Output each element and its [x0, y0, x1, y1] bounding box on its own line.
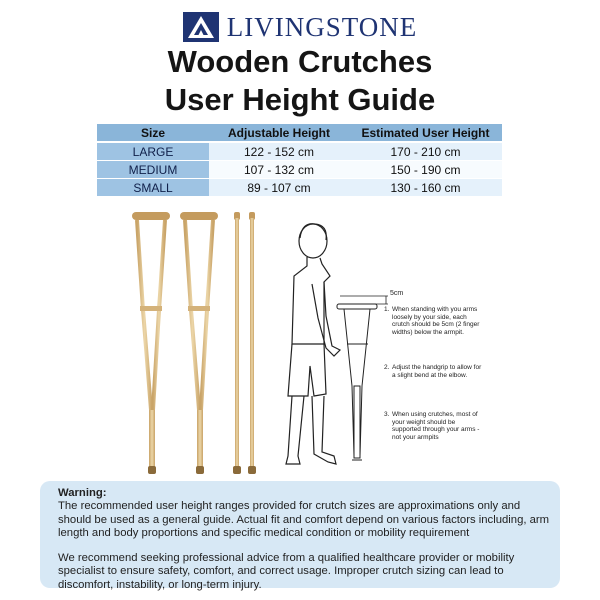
size-cell: SMALL	[97, 179, 209, 197]
adjustable-cell: 89 - 107 cm	[209, 179, 349, 197]
header-estimated-user-height: Estimated User Height	[349, 124, 502, 142]
crutches-image	[125, 210, 265, 478]
table-header-row	[97, 124, 502, 142]
instruction-text: When standing with you arms loosely by your side, each crutch should be 5cm (2 finger widths) below the armpit.	[392, 306, 480, 336]
size-cell: LARGE	[97, 142, 209, 161]
person-with-crutch-diagram	[282, 216, 392, 471]
crutch-illustration	[0, 206, 600, 476]
instruction-text: When using crutches, most of your weight should be supported through your arms - not your armpits	[392, 411, 480, 441]
instruction-number: 1.	[384, 306, 390, 313]
crutch-side-2	[248, 212, 256, 474]
warning-box	[40, 481, 560, 591]
adjustable-cell: 107 - 132 cm	[209, 161, 349, 179]
estimated-cell: 170 - 210 cm	[349, 142, 502, 161]
warning-paragraph-1: The recommended user height ranges provided for crutch sizes are approximations only and should be used as a general guide. Actual fit and comfort depend on various factors including, arm length and body proportions and specific medical condition or mobility requirement	[58, 500, 550, 539]
estimated-cell: 150 - 190 cm	[349, 161, 502, 179]
brand-name: LIVINGSTONE	[226, 11, 418, 42]
header-adjustable-height: Adjustable Height	[209, 124, 349, 142]
brand-header	[0, 10, 600, 44]
instruction-1	[384, 306, 484, 336]
instruction-2	[384, 364, 484, 379]
instruction-number: 2.	[384, 364, 390, 371]
size-table	[97, 124, 502, 197]
instruction-number: 3.	[384, 411, 390, 418]
table-row	[97, 161, 502, 179]
adjustable-cell: 122 - 152 cm	[209, 142, 349, 161]
warning-paragraph-2: We recommend seeking professional advice from a qualified healthcare provider or mobility specialist to ensure safety, comfort, and correct usage. Improper crutch sizing can lead to discomfort, instability, or long-term injury.	[58, 552, 515, 591]
measure-label-5cm: 5cm	[390, 290, 404, 297]
instruction-3	[384, 411, 484, 441]
size-cell: MEDIUM	[97, 161, 209, 179]
header-size: Size	[97, 124, 209, 142]
page-title-line1: Wooden Crutches	[167, 44, 433, 79]
warning-title: Warning:	[58, 487, 107, 499]
estimated-cell: 130 - 160 cm	[349, 179, 502, 197]
table-row	[97, 142, 502, 161]
crutch-front-2	[180, 212, 218, 474]
table-row	[97, 179, 502, 197]
livingstone-logo-icon	[183, 12, 219, 42]
crutch-front-1	[132, 212, 170, 474]
page-title-line2: User Height Guide	[164, 82, 436, 117]
crutch-side-1	[233, 212, 241, 474]
instruction-text: Adjust the handgrip to allow for a slight bend at the elbow.	[392, 364, 482, 379]
